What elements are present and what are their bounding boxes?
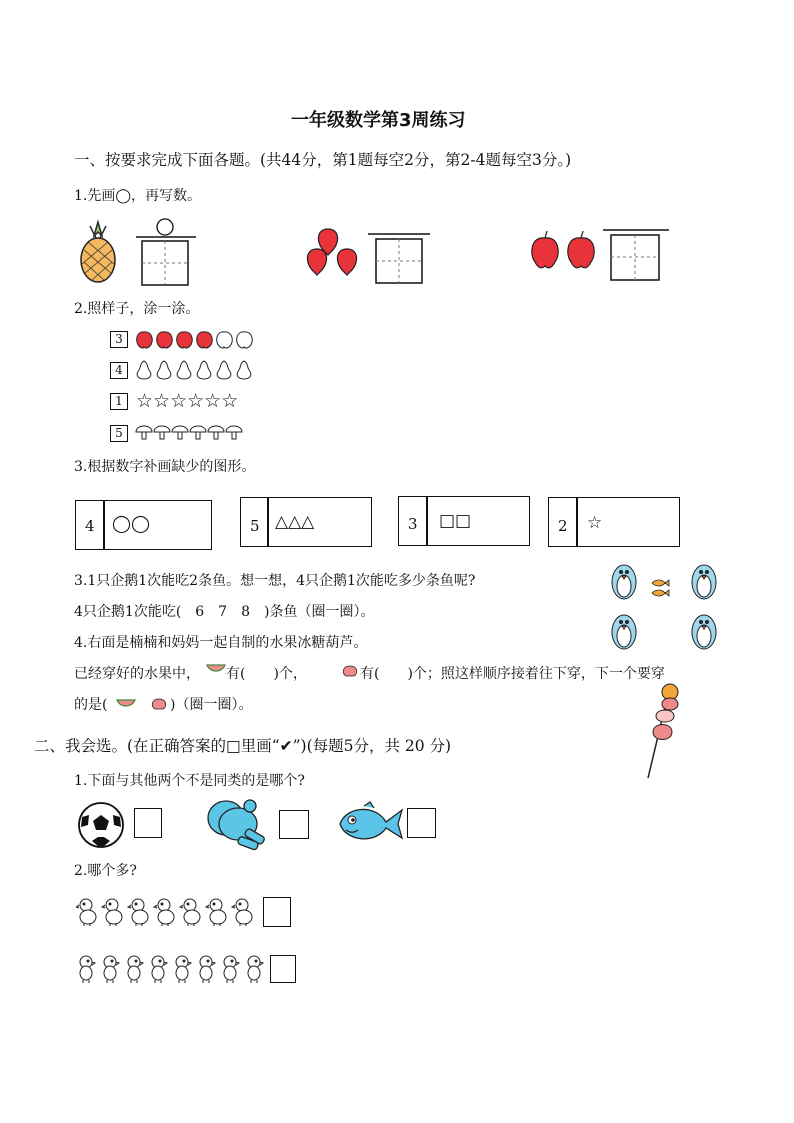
pineapple-icon: [76, 218, 120, 284]
q3-box-3-shapes: □□: [439, 511, 472, 531]
strawberry-small-icon: [340, 664, 360, 678]
q3-box-2-number: 5: [250, 517, 260, 535]
write-box-2[interactable]: [368, 232, 430, 284]
q4-line3a: 的是(: [74, 697, 108, 713]
pear-row[interactable]: [134, 358, 258, 380]
q3-box-4-number: 2: [558, 517, 568, 535]
q4-choices[interactable]: [116, 697, 176, 711]
write-box-1[interactable]: [136, 218, 196, 286]
ping-pong-paddle-icon: [204, 798, 276, 852]
candied-fruit-icon: [640, 682, 686, 780]
fish-icon: [652, 580, 669, 596]
s2-q2-text: 2.哪个多?: [74, 863, 137, 879]
s2-q2-checkbox-2[interactable]: [270, 955, 296, 983]
q2-number-4: 5: [110, 425, 128, 442]
q3-box-2-shapes: △△△: [275, 512, 315, 532]
q4-line3b: )（圈一圈）。: [170, 697, 253, 713]
s2-q2-checkbox-1[interactable]: [263, 897, 291, 927]
q2-text: 2.照样子，涂一涂。: [74, 301, 200, 317]
s2-q1-checkbox-3[interactable]: [407, 808, 436, 838]
chick-row-1: [76, 896, 258, 926]
mushroom-row[interactable]: [134, 422, 246, 442]
q3-box-1-number: 4: [85, 517, 95, 535]
q3-box-3[interactable]: [398, 496, 530, 546]
q4-line2b[interactable]: 有( )个，: [226, 666, 307, 682]
q2-number-1: 3: [110, 331, 128, 348]
chick-icon: [80, 956, 95, 983]
s2-q1-checkbox-2[interactable]: [279, 810, 309, 839]
q3-box-3-number: 3: [408, 515, 418, 533]
q3-text: 3.根据数字补画缺少的图形。: [74, 459, 256, 475]
q3-box-2[interactable]: [240, 497, 372, 547]
section1-heading: 一、按要求完成下面各题。(共44分，第1题每空2分，第2-4题每空3分。): [74, 151, 572, 169]
star-row[interactable]: ☆☆☆☆☆☆: [136, 390, 239, 412]
apple-icon: [527, 230, 601, 272]
q2-number-3: 1: [110, 393, 128, 410]
apple-row[interactable]: [134, 328, 258, 350]
q4-line1: 4.右面是楠楠和妈妈一起自制的水果冰糖葫芦。: [74, 635, 368, 651]
q2-number-2: 4: [110, 362, 128, 379]
q3-box-1[interactable]: [75, 500, 212, 550]
q3-box-4-shapes: ☆: [587, 513, 603, 533]
section2-heading: 二、我会选。(在正确答案的□里画“✔”)(每题5分，共 20 分): [34, 737, 452, 755]
q4-line2c[interactable]: 有( )个；照这样顺序接着往下穿，下一个要穿: [360, 666, 665, 682]
q3-box-1-shapes: ◯◯: [112, 514, 151, 534]
chick-row-2: [76, 953, 266, 983]
write-box-3[interactable]: [603, 228, 669, 282]
chick-icon: [76, 899, 96, 926]
page-title: 一年级数学第3周练习: [291, 110, 466, 131]
q3-box-4[interactable]: [548, 497, 680, 547]
q3b-line2[interactable]: 4只企鹅1次能吃( 6 7 8 )条鱼（圈一圈）。: [74, 604, 375, 620]
s2-q1-text: 1.下面与其他两个不是同类的是哪个?: [74, 773, 305, 789]
q1-text: 1.先画◯，再写数。: [74, 188, 202, 204]
penguin-icon: [606, 560, 724, 654]
s2-q1-checkbox-1[interactable]: [134, 808, 162, 838]
q4-line2a: 已经穿好的水果中，: [74, 666, 200, 682]
watermelon-slice-icon: [206, 663, 226, 673]
soccer-ball-icon: [76, 801, 126, 849]
q3b-line1: 3.1只企鹅1次能吃2条鱼。想一想，4只企鹅1次能吃多少条鱼呢?: [74, 573, 476, 589]
strawberry-icon: [303, 225, 365, 277]
fish-toy-icon: [336, 800, 406, 848]
